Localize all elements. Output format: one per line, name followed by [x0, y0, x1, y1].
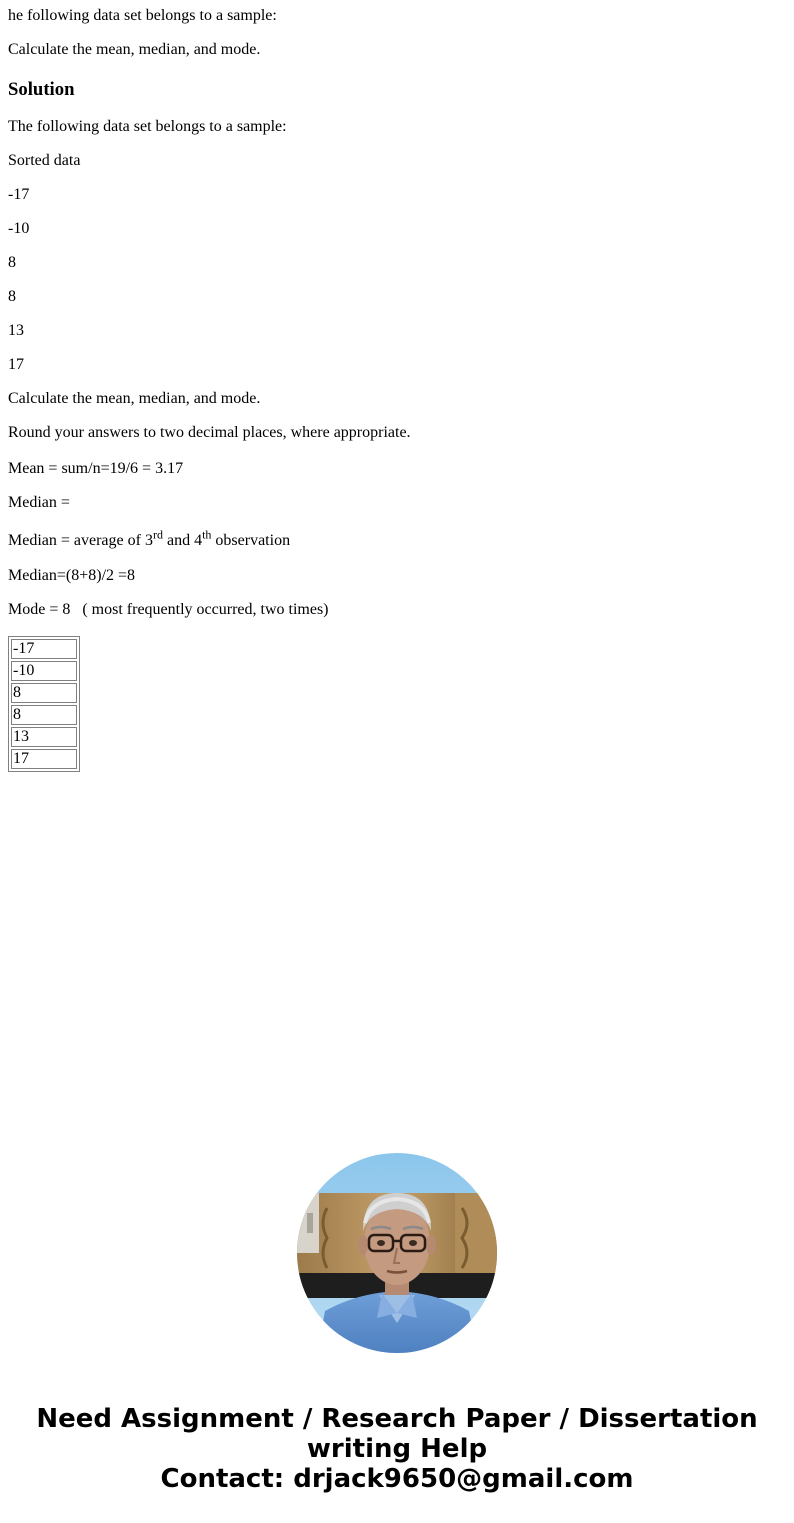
median-average-line	[8, 527, 291, 550]
table-row	[11, 727, 77, 747]
table-cell: 17	[11, 749, 77, 769]
footer-line-contact: Contact: drjack9650@gmail.com	[160, 1464, 634, 1494]
data-value: 8	[8, 254, 16, 271]
rounding-note: Round your answers to two decimal places, where appropriate.	[8, 424, 411, 441]
question-prompt: Calculate the mean, median, and mode.	[8, 41, 261, 58]
median-avg-prefix: Median = average of 3	[8, 532, 153, 549]
mode-result: Mode = 8 ( most frequently occurred, two times)	[8, 601, 329, 618]
table-cell: -10	[11, 661, 77, 681]
table-cell: -17	[11, 639, 77, 659]
median-calculation: Median=(8+8)/2 =8	[8, 567, 136, 584]
data-value: 8	[8, 288, 16, 305]
median-avg-middle: and 4	[162, 532, 203, 549]
data-value: 13	[8, 322, 24, 339]
superscript-th: th	[202, 527, 212, 542]
table-row	[11, 639, 77, 659]
data-table	[8, 636, 80, 772]
data-value: -17	[8, 186, 30, 203]
question-text: he following data set belongs to a sample:	[8, 7, 277, 24]
calc-prompt: Calculate the mean, median, and mode.	[8, 390, 261, 407]
sorted-data-label: Sorted data	[8, 152, 81, 169]
solution-intro: The following data set belongs to a sample:	[8, 118, 287, 135]
solution-heading: Solution	[8, 79, 75, 100]
person-portrait-icon	[297, 1153, 497, 1353]
table-cell: 8	[11, 683, 77, 703]
mean-result: Mean = sum/n=19/6 = 3.17	[8, 460, 184, 477]
table-row	[11, 661, 77, 681]
footer-line-assignment: Need Assignment / Research Paper / Dissertation	[36, 1404, 758, 1434]
contact-footer	[0, 1404, 794, 1494]
data-value: -10	[8, 220, 30, 237]
footer-line-help: writing Help	[306, 1434, 488, 1464]
avatar	[297, 1153, 497, 1353]
table-cell: 13	[11, 727, 77, 747]
median-label: Median =	[8, 494, 70, 511]
table-row	[11, 705, 77, 725]
table-row	[11, 683, 77, 703]
data-value: 17	[8, 356, 24, 373]
superscript-rd: rd	[152, 527, 163, 542]
median-avg-suffix: observation	[211, 532, 291, 549]
table-row	[11, 749, 77, 769]
table-cell: 8	[11, 705, 77, 725]
